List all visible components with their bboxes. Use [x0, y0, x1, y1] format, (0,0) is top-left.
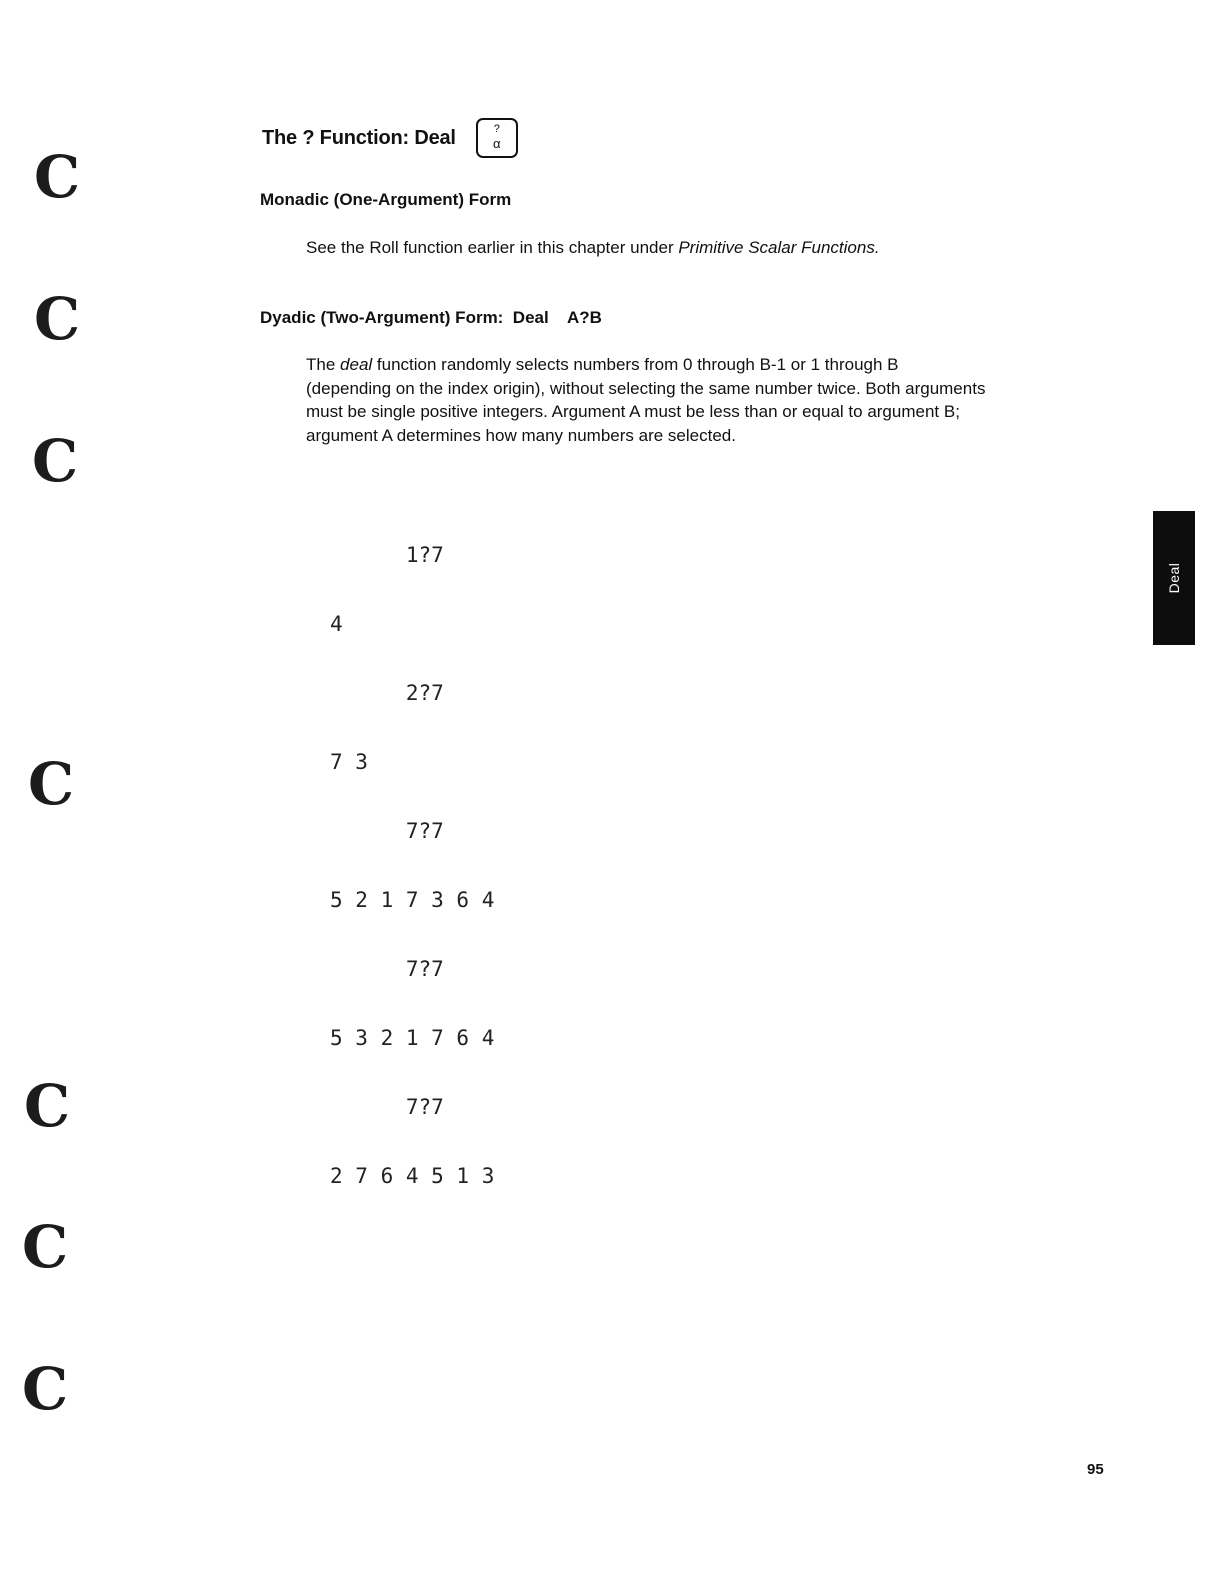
code-line: 1?7: [330, 543, 444, 567]
keycap-top-symbol: ?: [493, 123, 500, 135]
binder-hole-mark: C: [22, 1355, 69, 1423]
monadic-text: See the Roll function earlier in this chapter under: [306, 238, 679, 257]
section-title-row: [262, 118, 518, 158]
monadic-heading: Monadic (One-Argument) Form: [260, 190, 512, 209]
chapter-side-tab: [1153, 511, 1195, 645]
binder-hole-mark: C: [24, 1072, 71, 1140]
keycap-bottom-symbol: α: [493, 136, 501, 151]
code-line: 5 3 2 1 7 6 4: [330, 1026, 495, 1050]
code-line: 5 2 1 7 3 6 4: [330, 888, 495, 912]
code-line: 2 7 6 4 5 1 3: [330, 1164, 495, 1188]
code-example: [330, 498, 494, 1211]
monadic-paragraph: [306, 236, 986, 260]
code-line: 7?7: [330, 819, 444, 843]
code-line: 4: [330, 612, 343, 636]
dyadic-body: function randomly selects numbers from 0 through B-1 or 1 through B (depending on the index origin), without selecting the same number twice. Both arguments must be single positive integers. Argument A must be less than or equal to argument B; argument A determines how many numbers are selected.: [306, 355, 986, 445]
binder-hole-mark: C: [32, 427, 79, 495]
code-line: 7?7: [330, 1095, 444, 1119]
code-line: 2?7: [330, 681, 444, 705]
dyadic-heading: Dyadic (Two-Argument) Form: Deal A?B: [260, 308, 602, 327]
page-title: The ? Function: Deal: [262, 126, 456, 149]
dyadic-lead: The: [306, 355, 341, 374]
code-line: 7 3: [330, 750, 368, 774]
monadic-italic-ref: Primitive Scalar Functions.: [678, 238, 880, 257]
code-line: 7?7: [330, 957, 444, 981]
side-tab-label: Deal: [1166, 562, 1182, 594]
binder-hole-mark: C: [34, 143, 81, 211]
binder-hole-mark: C: [28, 750, 75, 818]
dyadic-italic-word: deal: [340, 355, 373, 374]
binder-hole-mark: C: [34, 285, 81, 353]
dyadic-paragraph: [306, 353, 986, 447]
page-number: 95: [1087, 1461, 1104, 1478]
apl-keycap-icon: [476, 118, 518, 158]
binder-hole-mark: C: [22, 1213, 69, 1281]
